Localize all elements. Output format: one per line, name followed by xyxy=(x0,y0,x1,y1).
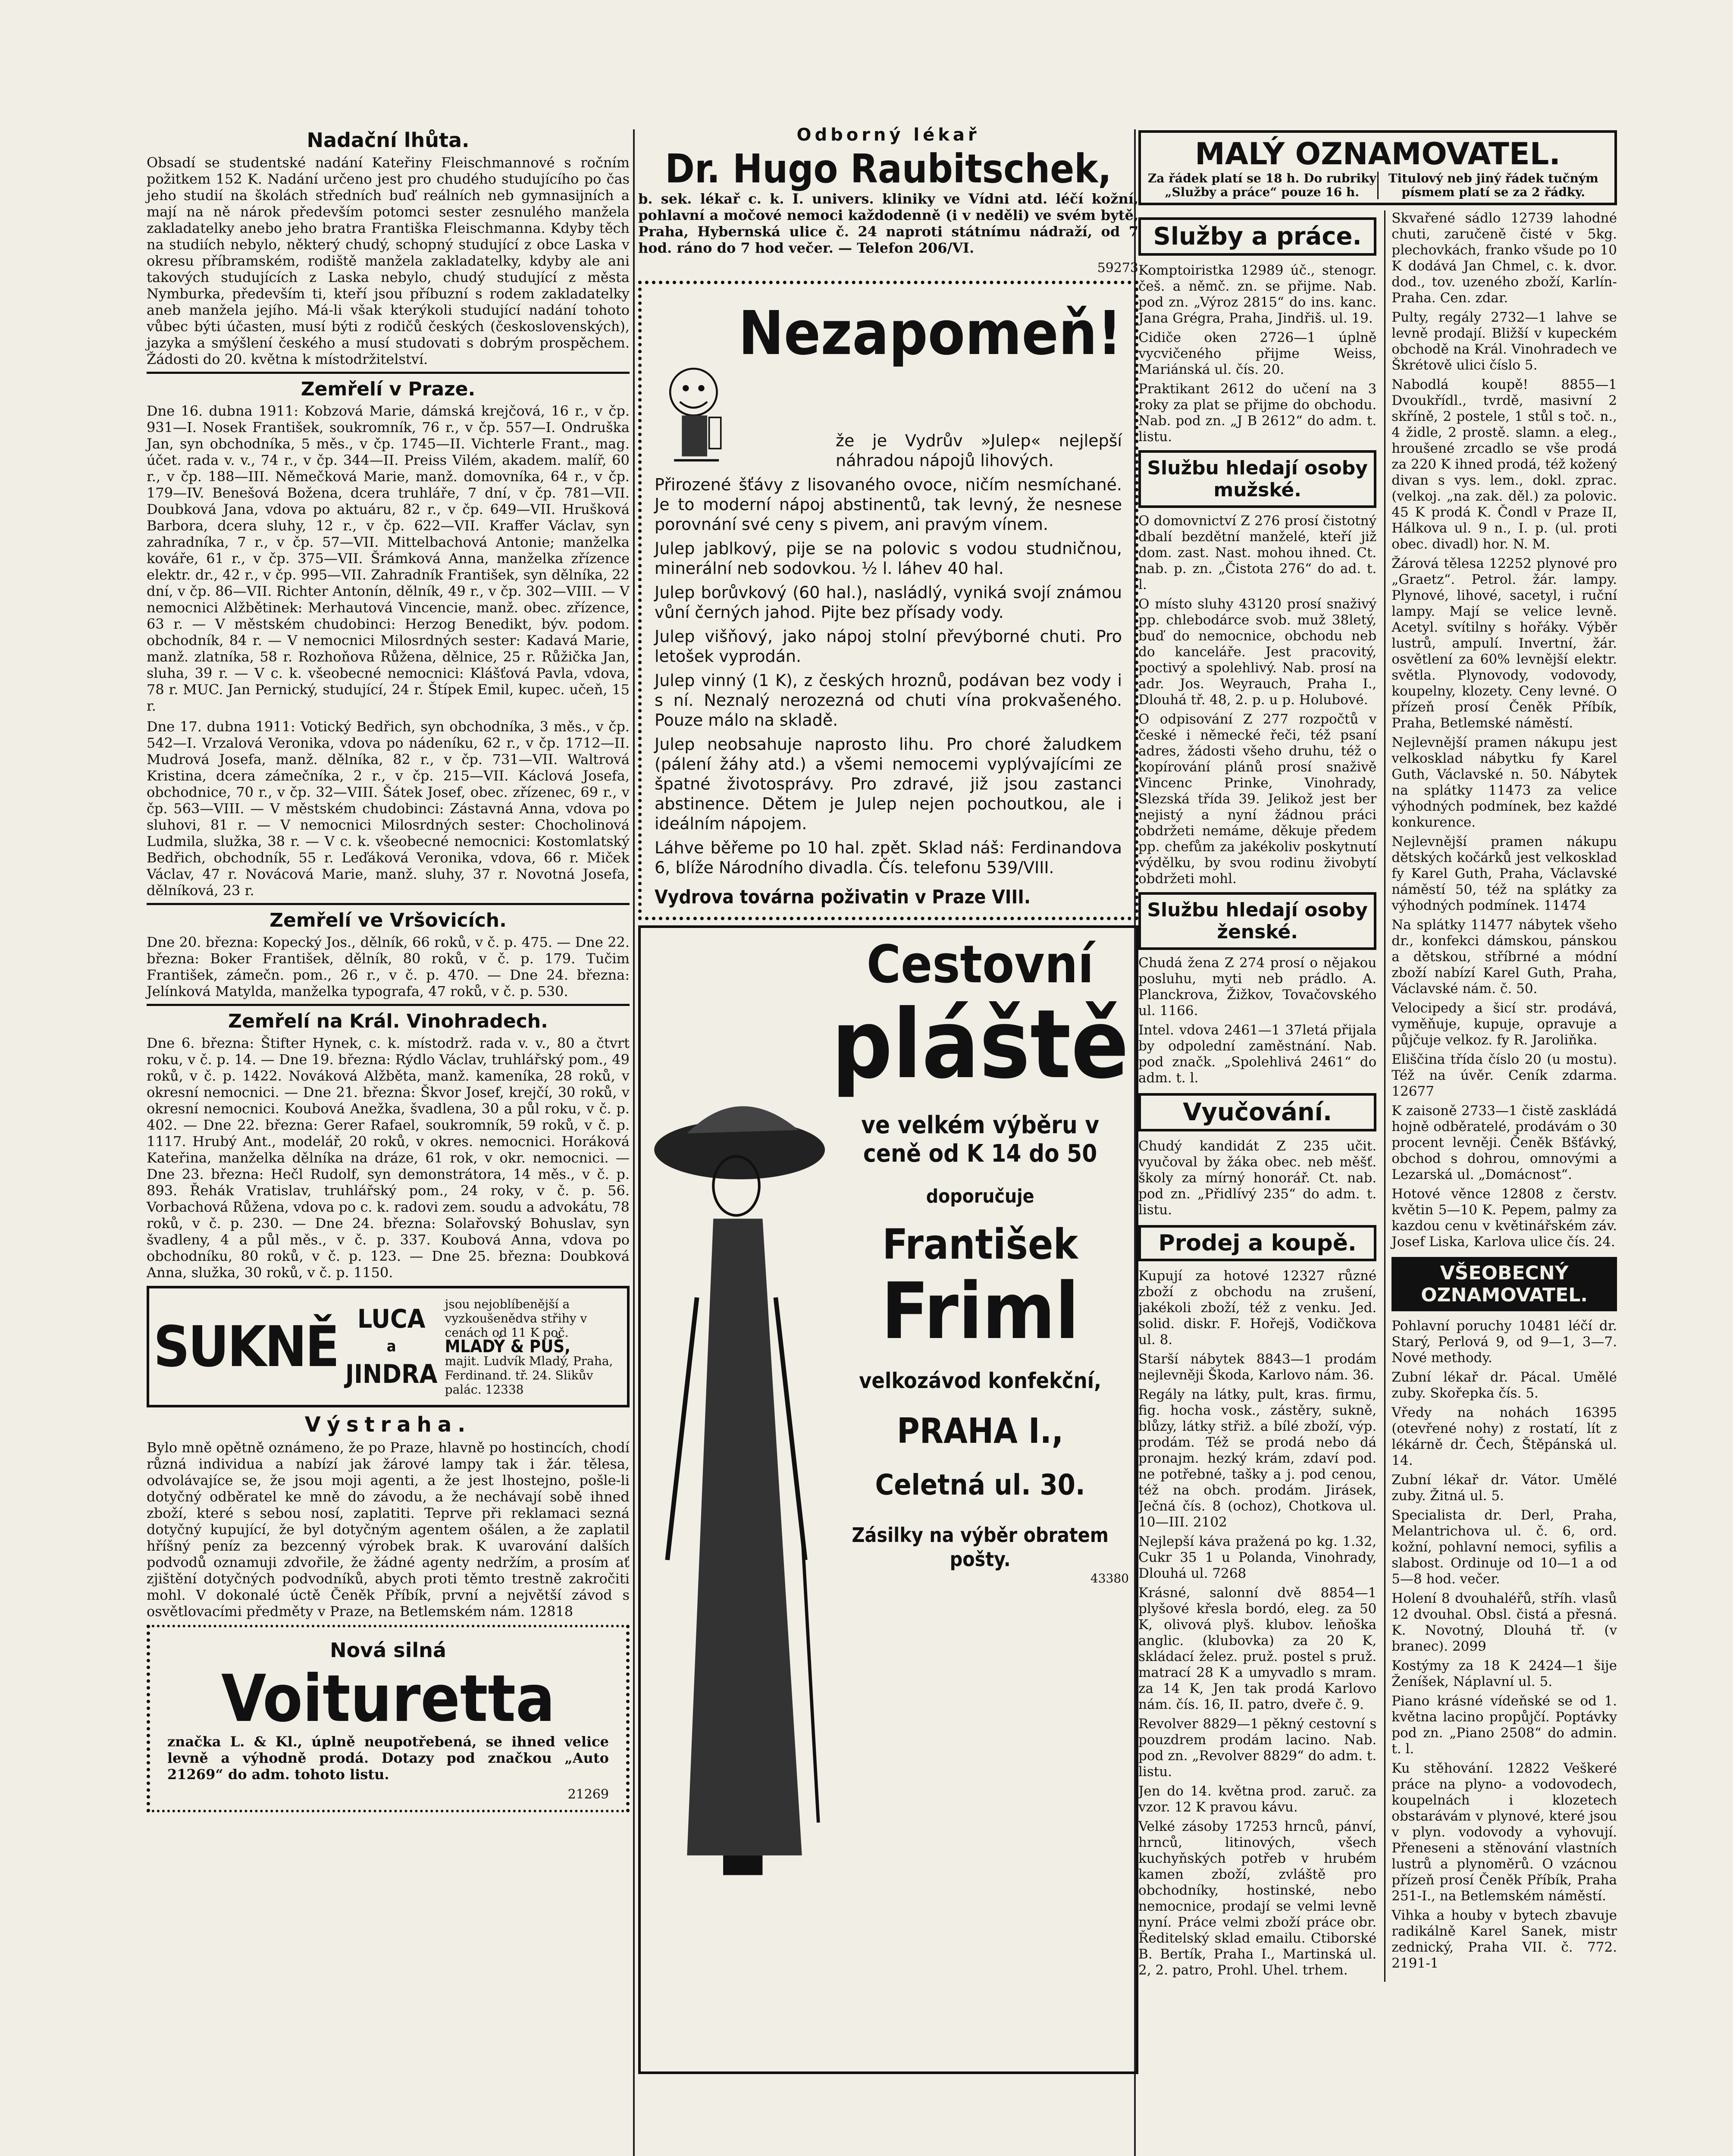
maly-pricing-left: Za řádek platí se 18 h. Do rubriky „Služby a práce“ pouze 16 h. xyxy=(1147,172,1379,199)
julep-line-4: Julep borůvkový (60 hal.), nasládlý, vyniká svojí známou vůní černých jahod. Pijte bez přísady vody. xyxy=(655,583,1122,622)
maly-oznamovatel-header xyxy=(1138,130,1617,205)
prodej-item: Krásné, salonní dvě 8854—1 plyšové křesla bordó, eleg. za 50 K, olivová plyš. klubov. leňoška anglic. (klubovka) za 20 K, skládací želez. pruž. postel s pruž. matrací 28 K a umyvadlo s mram. za 14 K, Jen tak prodá Karlovo nám. čís. 16, II. patro, dveře č. 9. xyxy=(1138,1585,1377,1712)
vseob-item: Zubní lékař dr. Vátor. Umělé zuby. Žitná ul. 5. xyxy=(1391,1472,1617,1504)
vseob-item: Holení 8 dvouhaléřů, stříh. vlasů 12 dvouhal. Obsl. čistá a přesná. K. Novotný, Dlouhá tř. (v branec). 2099 xyxy=(1391,1591,1617,1654)
cat-hledaji-muzske: Službu hledají osoby mužské. xyxy=(1138,450,1376,508)
vseob-item: Vihka a houby v bytech zbavuje radikálně Karel Sanek, mistr zednický, Praha VII. č. 772. 2191-1 xyxy=(1391,1908,1617,1971)
nadacni-title: Nadační lhůta. xyxy=(307,128,470,152)
prodej-item: Kupují za hotové 12327 různé zboží z obchodu na zrušení, jakékoli zboží, též z venku. Jed. solid. diskr. F. Hořejš, Vodičkova ul. 8. xyxy=(1138,1268,1377,1348)
zemreli-vrsovice-body: Dne 20. března: Kopecký Jos., dělník, 66 roků, v č. p. 475. — Dne 22. března: Boker František, dělník, 80 roků, v č. p. 179. Tučim František, zámečn. pom., 26 r., v č. p. 470. — Dne 24. března: Jelínková Matylda, manželka typografa, 47 roků, v č. p. 530. xyxy=(147,934,630,1000)
julep-footer: Vydrova továrna poživatin v Praze VIII. xyxy=(655,886,1031,908)
vseob-item: Pohlavní poruchy 10481 léčí dr. Starý, Perlová 9, od 9—1, 3—7. Nové methody. xyxy=(1391,1318,1617,1366)
right-item: Hotové věnce 12808 z čerstv. květin 5—10 K. Pepem, palmy za kazdou cenu v květinářském záv. Josef Liska, Karlova ulice čís. 24. xyxy=(1391,1186,1617,1250)
muzske-item: O odpisování Z 277 rozpočtů v české i německé řeči, též psaní adres, žádosti všeho druhu, též o kopírování plánů prosí snaživě Vincenc Prinke, Vinohrady, Slezská třída 39. Jelikož jest ber nejistý a nyní žádnou práci obdržeti nemáme, děkuje předem pp. chefům za jakékoliv poskytnutí výdělku, by svou rodinu živobytí obdržeti mohl. xyxy=(1138,711,1377,887)
classified-left xyxy=(1138,210,1376,1982)
sluzby-item: Komptoiristka 12989 úč., stenogr. češ. a němč. zn. se přijme. Nab. pod zn. „Výroz 2815“ do ins. kanc. Jana Grégra, Praha, Jindřiš. ul. 19. xyxy=(1138,263,1377,326)
prodej-item: Jen do 14. května prod. zaruč. za vzor. 12 K pravou kávu. xyxy=(1138,1783,1377,1815)
right-item: Velocipedy a šicí str. prodává, vyměňuje, kupuje, opravuje a půjčuje velkoz. fy R. Jaroliňka. xyxy=(1391,1000,1617,1048)
right-item: Nejlevnější pramen nákupu jest velkosklad nábytku fy Karel Guth, Václavské n. 50. Nábytek na splátky 11473 za velice výhodných podmínek, bez každé konkurence. xyxy=(1391,735,1617,830)
julep-line-6: Julep vinný (1 K), z českých hroznů, podávan bez vody i s ní. Neznalý nerozezná od chuti vína prokvašeného. Pouze málo na skladě. xyxy=(655,671,1122,730)
column-middle xyxy=(638,125,1138,2079)
prodej-item: Starší nábytek 8843—1 prodám nejlevněji Škoda, Karlovo nám. 36. xyxy=(1138,1351,1377,1383)
plaste-ad xyxy=(638,925,1138,2074)
lekar-kicker: Odborný lékař xyxy=(796,125,980,145)
zemreli-vinohrady-body: Dne 6. března: Štifter Hynek, c. k. místodrž. rada v. v., 80 a čtvrt roku, v č. p. 14. — Dne 19. března: Rýdlo Václav, truhlářský pom., 49 roků, v č. p. 1422. Nováková Alžběta, manž. kameníka, 28 roků, v okresní nemocnici. — Dne 21. března: Škvor Josef, krejčí, 30 roků, v okresní nemocnici. Koubová Anežka, švadlena, 30 a půl roku, v č. p. 402. — Dne 22. března: Gerer Rafael, soukromník, 59 roků, v č. p. 1117. Hrubý Ant., modelář, 20 roků, v okres. nemocnici. Horáková Kateřina, manželka dělníka na dráze, 61 rok, v okr. nemocnici. — Dne 23. března: Hečl Rudolf, syn demonstrátora, 14 měs., v č. p. 893. Řehák Vratislav, truhlářský pom., 24 roky, v č. p. 56. Vorbachová Růžena, vdova po c. k. radovi zem. soudu a advokátu, 78 roků, v č. p. 230. — Dne 24. března: Solařovský Bohuslav, syn švadleny, 4 a půl měs., v č. p. 337. Koubová Anna, vdova po obchodníku, 80 roků, v č. p. 123. — Dne 25. března: Doubková Anna, služka, 30 roků, v č. p. 1150. xyxy=(147,1035,630,1281)
sukne-title: SUKNĚ xyxy=(154,1314,338,1379)
voiturette-num: 21269 xyxy=(567,1787,609,1802)
plaste-l3: ve velkém výběru v ceně od K 14 do 50 xyxy=(861,1111,1100,1168)
right-item: Na splátky 11477 nábytek všeho dr., konfekci dámskou, pánskou a dětskou, stříbrné a módní zboží nabízí Karel Guth, Praha, Václavské nám. č. 50. xyxy=(1391,917,1617,997)
vseob-item: Piano krásné vídeňské se od 1. května lacino propůjčí. Poptávky pod zn. „Piano 2508“ do admin. t. l. xyxy=(1391,1693,1617,1757)
column-rule xyxy=(633,129,635,2156)
right-item: K zaisoně 2733—1 čistě zaskládá hojně odběratelé, prodávám o 30 procent levněji. Čeněk Bšťávký, obchod s dohrou, omnovými a Lezarská ul. „Domácnost“. xyxy=(1391,1103,1617,1182)
column-right xyxy=(1138,125,1617,1982)
julep-line-8: Láhve běřeme po 10 hal. zpět. Sklad náš: Ferdinandova 6, blíže Národního divadla. Čís. telefonu 539/VIII. xyxy=(655,838,1122,877)
zemreli-vrsovice-title: Zemřelí ve Vršovicích. xyxy=(270,909,507,931)
plaste-l10: Zásilky na výběr obratem pošty. xyxy=(852,1523,1109,1571)
plaste-l7: velkozávod konfekční, xyxy=(859,1368,1102,1393)
cat-sluzby: Služby a práce. xyxy=(1138,217,1376,256)
zemreli-praha-p1: Dne 16. dubna 1911: Kobzová Marie, dámská krejčová, 16 r., v čp. 931—I. Nosek František, soukromník, 76 r., v čp. 557—I. Ondruška Jan, syn obchodníka, 5 měs., v čp. 1745—II. Vichterle Frant., mag. účet. rada v. v., 74 r., v čp. 344—II. Preiss Vilém, akadem. malíř, 60 r., v čp. 188—III. Němečková Marie, manž. domovníka, 64 r., v čp. 179—IV. Benešová Božena, dcera truhláře, 7 dní, v čp. 781—VII. Doubková Jana, vdova po aktuáru, 82 r., v čp. 649—VII. Hrušková Barbora, dcera sluhy, 12 r., v čp. 622—VII. Kraffer Václav, syn zahradníka, 7 r., v čp. 57—VII. Mittelbachová Antonie; manželka kováře, 61 r., v čp. 375—VII. Šrámková Anna, manželka zřízence elektr. dr., 42 r., v čp. 995—VII. Zahradník František, syn dělníka, 22 dní, v čp. 86—VII. Richter Antonín, dělník, 49 r., v čp. 302—VIII. — V nemocnici Alžbětinek: Merhautová Vincencie, manž. obec. zřízence, 63 r. — V městském chudobinci: Herzog Benedikt, býv. podom. obchodník, 84 r. — V nemocnici Milosrdných sester: Kadavá Marie, manž. zlatníka, 58 r. Rozhoňova Růžena, dělnice, 25 r. Růžička Jan, sluha, 39 r. — V c. k. všeobecné nemocnici: Klášťová Pavla, vdova, 78 r. MUC. Jan Pernický, studující, 24 r. Štípek Emil, kupec. učeň, 15 r. xyxy=(147,403,630,714)
prodej-item: Velké zásoby 17253 hrnců, pánví, hrnců, litinových, všech kuchyňských potřeb v hrubém kamen zboží, zvláště pro obchodníky, hostinské, nebo nemocnice, prodají se velmi levně nyní. Práce velmi zboží práce obr. Ředitelský sklad emailu. Ctiborské B. Bertík, Praha I., Martinská ul. 2, 2. patro, Prohl. Uhel. trhem. xyxy=(1138,1819,1377,1978)
julep-line-1: že je Vydrův »Julep« nejlepší náhradou nápojů lihových. xyxy=(836,431,1122,470)
nadacni-body: Obsadí se studentské nadání Kateřiny Fleischmannové s ročním požitkem 152 K. Nadání určeno jest pro chudého studujícího po čas jeho studií na školách středních buď reálních neb gymnasijních a mají na ně nárok především potomci sester zesnulého manžela zakladatelky anebo jeho bratra Františka Fleischmanna. Kdyby těch na studiích nebylo, některý chudý, schopný studující z obce Laska v okresu příbramském, rodiště manžela zakladatelky, kdyby ale ani takových studujících z Laska nebylo, chudý studující z města Nymburka, především ti, kteří jsou příbuzní s rodem zakladatelky aneb manžela jejího. Má-li však kterýkoli studující nadání tohoto vůbec býti účasten, musí býti z rodičů českých (československých), jazyka a smýšlení českého a musí studovati s dobrým prospěchem. Žádosti do 20. května k místodržitelství. xyxy=(147,154,630,367)
classified-right xyxy=(1384,210,1617,1982)
cat-prodej: Prodej a koupě. xyxy=(1138,1225,1376,1261)
voiturette-top: Nová silná xyxy=(330,1639,446,1662)
woman-coat-illustration-icon xyxy=(648,935,831,2047)
plaste-l8: PRAHA I., xyxy=(896,1411,1064,1451)
prodej-item: Nejlepší káva pražená po kg. 1.32, Cukr 35 1 u Polanda, Vinohrady, Dlouhá ul. 7268 xyxy=(1138,1534,1377,1581)
sukne-desc: jsou nejoblíbenější a vyzkoušenědva střihy v cenách od 11 K poč. xyxy=(445,1297,587,1340)
prodej-item: Regály na látky, pult, kras. firmu, fig. hocha vosk., zástěry, sukně, blůzy, látky střiž. a bílé zboží, výp. prodám. Též se prodá nebo dá pronajm. hezký krám, zdaví pod. ne potřebné, tašky a j. pod cenou, též na obch. prodám. Jirásek, Ječná čís. 8 (ochoz), Chotkova ul. 10—III. 2102 xyxy=(1138,1387,1377,1530)
plaste-num: 43380 xyxy=(1090,1571,1129,1586)
right-item: Nabodlá koupě! 8855—1 Dvoukřídl., tvrdě, masivní 2 skříně, 2 postele, 1 stůl s toč. n., 4 židle, 2 prostě. slamn. a eleg., hroušené zrcadlo se vše prodá za 220 K ihned prodá, též kožený divan s vys. lem., dokl. zprac. (velkoj. „na zak. děl.) za polovic. 45 K prodá K. Čondl v Praze II, Hálkova ul. 9 n., I. p. (ul. proti obec. divadl) hor. N. M. xyxy=(1391,377,1617,552)
sluzby-item: Cidiče oken 2726—1 úplně vycvičeného přijme Weiss, Mariánská ul. čís. 20. xyxy=(1138,330,1377,377)
plaste-l9: Celetná ul. 30. xyxy=(875,1468,1085,1501)
voiturette-ad xyxy=(147,1625,630,1812)
sukne-ad xyxy=(147,1286,630,1407)
zemreli-praha-title: Zemřelí v Praze. xyxy=(301,378,476,400)
lekar-ad xyxy=(638,125,1138,276)
maly-pricing-right: Titulový neb jiný řádek tučným písmem platí se za 2 řádky. xyxy=(1388,171,1598,199)
plaste-l2: pláště xyxy=(831,989,1129,1100)
plaste-text xyxy=(831,935,1129,2065)
zemreli-praha-p2: Dne 17. dubna 1911: Votický Bedřich, syn obchodníka, 3 měs., v čp. 542—I. Vrzalová Veronika, vdova po nádeníku, 62 r., v čp. 1712—II. Mudrová Josefa, manž. dělníka, 82 r., v čp. 731—VII. Waltrová Kristina, dcera zámečníka, 2 r., v čp. 215—VII. Káclová Josefa, obchodnice, 70 r., v čp. 32—VIII. Šátek Josef, obec. zřízenec, 69 r., v čp. 563—VIII. — V městském chudobinci: Zástavná Anna, vdova po sluhovi, 81 r. — V nemocnici Milosrdných sester: Chocholinová Ludmila, služka, 38 r. — V c. k. všeobecné nemocnici: Kostomlatský Bedřich, obchodník, 55 r. Leďáková Veronika, vdova, 66 r. Miček Václav, 47 r. Novácová Marie, manž. sluhy, 37 r. Novotná Josefa, dělníková, 23 r. xyxy=(147,718,630,899)
julep-line-7: Julep neobsahuje naprosto lihu. Pro choré žaludkem (pálení žáhy atd.) a všemi nemocemi vyplývajícími ze špatné životosprávy. Pro zdravé, již jsou zastanci abstinence. Dětem je Julep nejen pochoutkou, ale i ideálním nápojem. xyxy=(655,735,1122,833)
vseob-item: Vředy na nohách 16395 (otevřené nohy) z rostatí, lít z lékárně dr. Čech, Štěpánská ul. 14. xyxy=(1391,1405,1617,1468)
sukne-names xyxy=(344,1305,439,1388)
lekar-body: b. sek. lékař c. k. I. univers. kliniky ve Vídni atd. léčí kožní, pohlavní a močové nemoci každodenně (i v neděli) ve svém bytě, Praha, Hybernská ulice č. 24 naproti státnímu nádraží, od 7 hod. ráno do 7 hod večer. — Telefon 206/VI. xyxy=(638,191,1138,256)
plaste-l5: František xyxy=(882,1220,1078,1269)
sukne-and: a xyxy=(386,1338,396,1355)
julep-line-5: Julep višňový, jako nápoj stolní převýborné chuti. Pro letošek vyprodán. xyxy=(655,627,1122,666)
cat-vyucovani: Vyučování. xyxy=(1138,1093,1376,1131)
sluzby-item: Praktikant 2612 do učení na 3 roky za plat se přijme do obchodu. Nab. pod zn. „J B 2612“ do adm. t. listu. xyxy=(1138,381,1377,445)
right-item: Žárová tělesa 12252 plynové pro „Graetz“. Petrol. žár. lampy. Plynové, lihové, sacetyl, i ruční lampy. Mají se velice levně. Acetyl. svítilny s hořáky. Výběr lustrů, ampulí. Invertní, žár. osvětlení za 60% levnější elektr. světla. Plynovody, vodovody, koupelny, klozety. Ceny levné. O přízeň prosí Čeněk Příbík, Praha, Betlemské náměstí. xyxy=(1391,556,1617,731)
divider xyxy=(147,903,630,905)
sukne-name-jindra: JINDRA xyxy=(345,1359,438,1389)
column-left xyxy=(147,125,630,1818)
sukne-firm: MLADÝ & PUŠ, xyxy=(445,1336,570,1357)
maly-title: MALÝ OZNAMOVATEL. xyxy=(1195,136,1561,172)
plaste-l1: Cestovní xyxy=(866,935,1094,995)
divider xyxy=(147,372,630,374)
maly-pricing xyxy=(1147,172,1608,199)
muzske-item: O místo sluhy 43120 prosí snaživý pp. chlebodárce svob. muž 38letý, buď do nemocnice, obchodu neb do kanceláře. Jest pracovitý, poctivý a spolehlivý. Nab. prosí na adr. Jos. Weyrauch, Praha I., Dlouhá tř. 48, 2. p. u p. Holubové. xyxy=(1138,596,1377,708)
vseob-item: Specialista dr. Derl, Praha, Melantrichova ul. č. 6, ord. kožní, pohlavní nemoci, syfilis a slabost. Ordinuje od 10—1 a od 5—8 hod. večer. xyxy=(1391,1507,1617,1587)
vseob-item: Zubní lékař dr. Pácal. Umělé zuby. Skořepka čís. 5. xyxy=(1391,1369,1617,1401)
sukne-right xyxy=(445,1297,623,1397)
prodej-item: Revolver 8829—1 pěkný cestovní s pouzdrem prodám lacino. Nab. pod zn. „Revolver 8829“ do adm. t. listu. xyxy=(1138,1716,1377,1780)
right-item: Eliščina třída číslo 20 (u mostu). Též na úvěr. Ceník zdarma. 12677 xyxy=(1391,1052,1617,1099)
lekar-num: 59273 xyxy=(1097,260,1138,276)
vseob-item: Ku stěhování. 12822 Veškeré práce na plyno- a vodovodech, koupelnách i klozetech obstarávám v plynové, které jsou v plyn. vodovody a vyhovují. Přeneseni a stěnování vlastních lustrů a plynoměrů. O vzácnou přízeň prosí Čeněk Příbík, Praha 251-I., na Betlemském náměstí. xyxy=(1391,1761,1617,1904)
voiturette-body: značka L. & Kl., úplně neupotřebená, se ihned velice levně a výhodně prodá. Dotazy pod značkou „Auto 21269“ do adm. tohoto listu. xyxy=(167,1733,609,1783)
classified-grid xyxy=(1138,210,1617,1982)
zenske-item: Chudá žena Z 274 prosí o nějakou posluhu, myti neb prádlo. A. Planckrova, Žižkov, Tovačovského ul. 1166. xyxy=(1138,955,1377,1018)
right-item: Nejlevnější pramen nákupu dětských kočárků jest velkosklad fy Karel Guth, Praha, Václavské náměstí 50, též na splátky za výhodných podmínek. 11474 xyxy=(1391,834,1617,913)
cat-vseobecny: VŠEOBECNÝ OZNAMOVATEL. xyxy=(1391,1257,1617,1311)
vseob-item: Kostýmy za 18 K 2424—1 šije Ženíšek, Náplavní ul. 5. xyxy=(1391,1658,1617,1689)
sukne-address: majit. Ludvík Mladý, Praha, Ferdinand. tř. 24. Slikův palác. 12338 xyxy=(445,1354,613,1397)
plaste-l6: Friml xyxy=(881,1266,1079,1357)
vystraha-body: Bylo mně opětně oznámeno, že po Praze, hlavně po hostincích, chodí různá individua a nabízí jak žárové lampy tak i žár. tělesa, odvolávajíce se, že jsou moji agenti, a že jest lhostejno, pošle-li dotyčný odběratel ke mně do závodu, a že nechávají sobě ihned zboží, které s sebou nosí, zaplatiti. Teprve při reklamaci sezná dotyčný kupující, že byl dotyčným agentem ošálen, a že zaplatil hříšný peníz za bezcenný výrobek brak. K uvarování dalších podvodů oznamuji zdvořile, že žádné agenty nedržím, a prosím ať zjištění dotyčných podvodníků, abych proti těmto trestně zakročiti mohl. V dokonalé úctě Čeněk Příbík, první a největší závod s osvětlovacími předměty v Praze, na Betlemském nám. 12818 xyxy=(147,1439,630,1620)
zemreli-vinohrady-title: Zemřelí na Král. Vinohradech. xyxy=(228,1010,548,1032)
right-item: Pulty, regály 2732—1 lahve se levně prodají. Bližší v kupeckém obchodě na Král. Vinohradech ve Škrétově ulici číslo 5. xyxy=(1391,310,1617,373)
julep-line-2: Přirozené šťávy z lisovaného ovoce, ničím nesmíchané. Je to moderní nápoj abstinentů, tak levný, že nesnese porovnání své ceny s pivem, ani pravým vínem. xyxy=(655,475,1122,534)
plaste-l4: doporučuje xyxy=(926,1185,1034,1207)
julep-title: Nezapomeň! xyxy=(738,298,1122,369)
sukne-name-luca: LUCA xyxy=(357,1304,426,1334)
zenske-item: Intel. vdova 2461—1 37letá přijala by odpolední zaměstnání. Nab. pod značk. „Spolehlivá 2461“ do adm. t. l. xyxy=(1138,1022,1377,1086)
right-item: Skvařené sádlo 12739 lahodné chuti, zaručeně čisté v 5kg. plechovkách, franko všude po 10 K dodává Jan Chmel, c. k. dvor. dod., tov. uzeného zboží, Karlín-Praha. Cen. zdar. xyxy=(1391,210,1617,306)
cat-hledaji-zenske: Službu hledají osoby ženské. xyxy=(1138,892,1376,950)
julep-line-3: Julep jablkový, pije se na polovic s vodou studničnou, minerální neb sodovkou. ½ l. láhev 40 hal. xyxy=(655,539,1122,578)
vystraha-title: Výstraha. xyxy=(304,1413,472,1437)
muzske-item: O domovnictví Z 276 prosí čistotný dbalí bezdětní manželé, kteří již dom. zast. Nast. mohou ihned. Ct. nab. p. zn. „Čistota 276“ do ad. t. l. xyxy=(1138,513,1377,592)
vyucovani-item: Chudý kandidát Z 235 učit. vyučoval by žáka obec. neb měšť. školy za mírný honorář. Ct. nab. pod zn. „Přidlívý 235“ do adm. t. listu. xyxy=(1138,1138,1377,1218)
julep-ad xyxy=(638,281,1138,920)
voiturette-title: Voituretta xyxy=(221,1661,555,1736)
divider xyxy=(147,1004,630,1006)
lekar-name: Dr. Hugo Raubitschek, xyxy=(665,146,1112,192)
